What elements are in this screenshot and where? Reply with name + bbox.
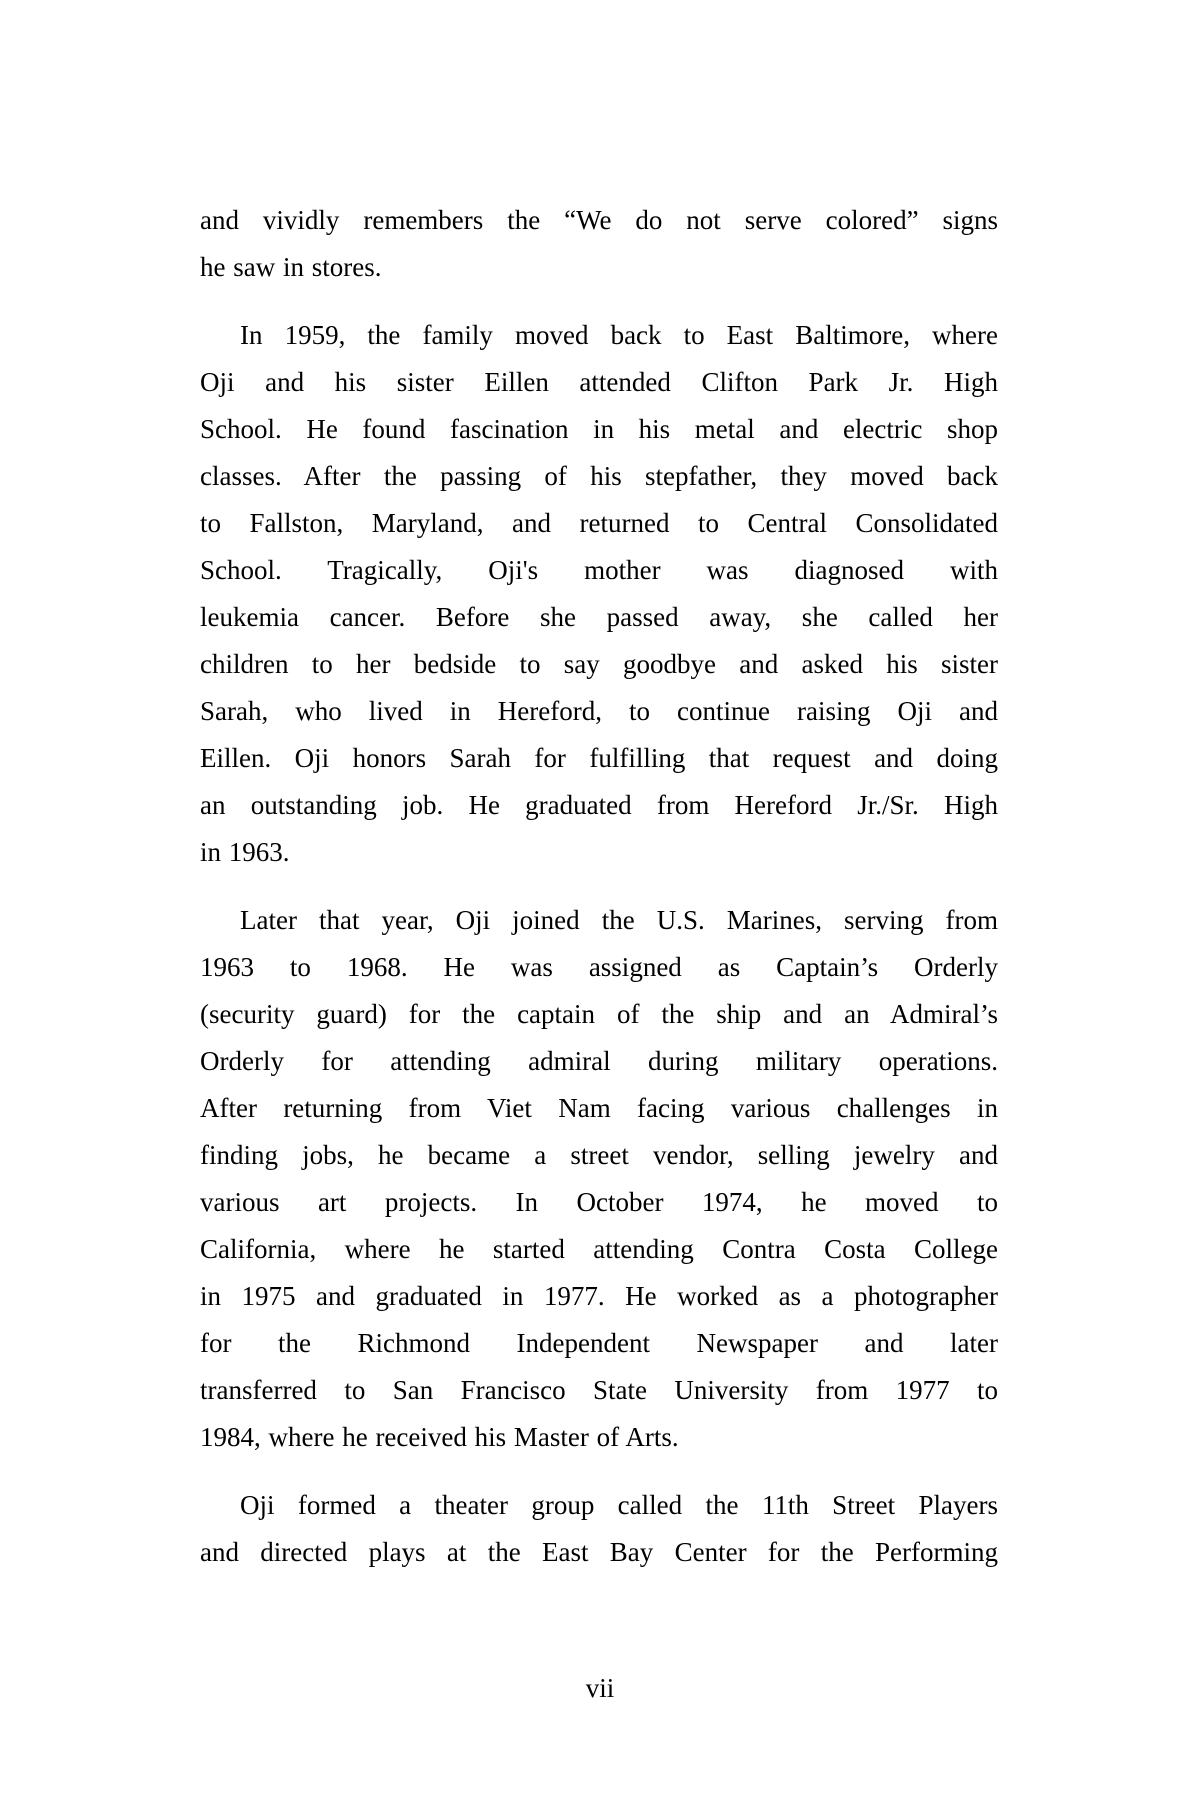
text-line: to Fallston, Maryland, and returned to Central Consolidated (200, 508, 998, 538)
paragraph (200, 897, 998, 1461)
text-line: Oji and his sister Eillen attended Clifton Park Jr. High (200, 367, 998, 397)
text-line: children to her bedside to say goodbye and asked his sister (200, 649, 998, 679)
text-line: California, where he started attending Contra Costa College (200, 1234, 998, 1264)
text-line: in 1975 and graduated in 1977. He worked as a photographer (200, 1281, 998, 1311)
text-line: and directed plays at the East Bay Center for the Performing (200, 1537, 998, 1567)
text-line: and vividly remembers the “We do not serve colored” signs (200, 205, 998, 235)
text-line: classes. After the passing of his stepfather, they moved back (200, 461, 998, 491)
text-line: 1963 to 1968. He was assigned as Captain’s Orderly (200, 952, 998, 982)
paragraph (200, 312, 998, 876)
text-line: School. He found fascination in his metal and electric shop (200, 414, 998, 444)
text-line: After returning from Viet Nam facing various challenges in (200, 1093, 998, 1123)
text-line: (security guard) for the captain of the ship and an Admiral’s (200, 999, 998, 1029)
text-line: In 1959, the family moved back to East Baltimore, where (240, 320, 998, 350)
text-line: transferred to San Francisco State University from 1977 to (200, 1375, 998, 1405)
text-line: Later that year, Oji joined the U.S. Marines, serving from (240, 905, 998, 935)
text-line: finding jobs, he became a street vendor, selling jewelry and (200, 1140, 998, 1170)
paragraph (200, 1482, 998, 1576)
text-line: Sarah, who lived in Hereford, to continue raising Oji and (200, 696, 998, 726)
text-line: an outstanding job. He graduated from Hereford Jr./Sr. High (200, 790, 998, 820)
text-line: in 1963. (200, 837, 290, 867)
page-number: vii (585, 1673, 615, 1703)
text-line: Orderly for attending admiral during military operations. (200, 1046, 998, 1076)
text-line: for the Richmond Independent Newspaper and later (200, 1328, 998, 1358)
body-text (200, 197, 998, 1597)
text-line: 1984, where he received his Master of Arts. (200, 1422, 679, 1452)
paragraph (200, 197, 998, 291)
text-line: Eillen. Oji honors Sarah for fulfilling that request and doing (200, 743, 998, 773)
text-line: School. Tragically, Oji's mother was diagnosed with (200, 555, 998, 585)
text-line: various art projects. In October 1974, he moved to (200, 1187, 998, 1217)
text-line: leukemia cancer. Before she passed away, she called her (200, 602, 998, 632)
text-line: Oji formed a theater group called the 11th Street Players (240, 1490, 998, 1520)
text-line: he saw in stores. (200, 252, 382, 282)
